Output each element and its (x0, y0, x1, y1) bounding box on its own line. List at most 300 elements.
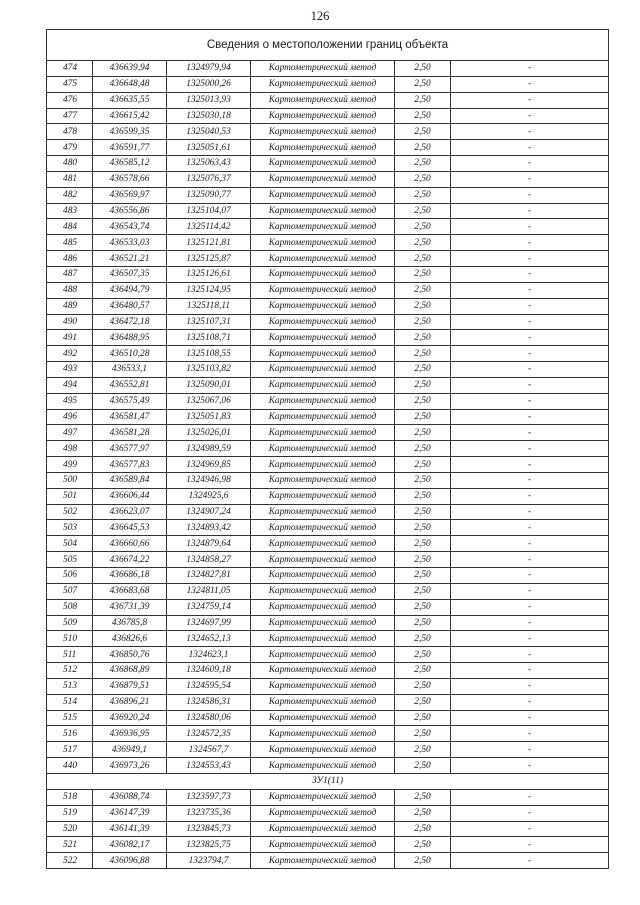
cell-description: - (451, 853, 609, 869)
cell-accuracy: 2,50 (395, 251, 451, 267)
table-row (47, 504, 609, 520)
cell-method: Картометрический метод (251, 140, 395, 156)
cell-description: - (451, 92, 609, 108)
cell-method: Картометрический метод (251, 821, 395, 837)
cell-accuracy: 2,50 (395, 504, 451, 520)
cell-coord-x: 436606,44 (93, 488, 167, 504)
cell-description: - (451, 583, 609, 599)
cell-accuracy: 2,50 (395, 298, 451, 314)
cell-description: - (451, 552, 609, 568)
cell-coord-x: 436949,1 (93, 742, 167, 758)
cell-coord-x: 436521,21 (93, 251, 167, 267)
cell-point-number: 508 (47, 599, 93, 615)
cell-method: Картометрический метод (251, 710, 395, 726)
cell-description: - (451, 631, 609, 647)
cell-coord-y: 1324946,98 (167, 472, 251, 488)
cell-accuracy: 2,50 (395, 520, 451, 536)
cell-coord-y: 1325063,43 (167, 156, 251, 172)
cell-coord-y: 1325121,81 (167, 235, 251, 251)
cell-coord-y: 1324567,7 (167, 742, 251, 758)
cell-method: Картометрический метод (251, 425, 395, 441)
cell-point-number: 479 (47, 140, 93, 156)
cell-point-number: 499 (47, 457, 93, 473)
cell-method: Картометрический метод (251, 726, 395, 742)
cell-method: Картометрический метод (251, 742, 395, 758)
table-row (47, 568, 609, 584)
table-row (47, 583, 609, 599)
cell-point-number: 517 (47, 742, 93, 758)
cell-point-number: 494 (47, 377, 93, 393)
cell-point-number: 482 (47, 187, 93, 203)
cell-method: Картометрический метод (251, 61, 395, 77)
cell-coord-y: 1325051,83 (167, 409, 251, 425)
cell-method: Картометрический метод (251, 568, 395, 584)
cell-accuracy: 2,50 (395, 789, 451, 805)
cell-description: - (451, 457, 609, 473)
cell-description: - (451, 330, 609, 346)
cell-coord-x: 436581,28 (93, 425, 167, 441)
cell-coord-y: 1324580,06 (167, 710, 251, 726)
cell-coord-y: 1324858,27 (167, 552, 251, 568)
cell-accuracy: 2,50 (395, 187, 451, 203)
cell-coord-y: 1325090,01 (167, 377, 251, 393)
cell-coord-x: 436507,35 (93, 266, 167, 282)
cell-coord-x: 436585,12 (93, 156, 167, 172)
cell-coord-y: 1325051,61 (167, 140, 251, 156)
cell-description: - (451, 805, 609, 821)
cell-accuracy: 2,50 (395, 377, 451, 393)
cell-point-number: 509 (47, 615, 93, 631)
cell-point-number: 516 (47, 726, 93, 742)
cell-point-number: 497 (47, 425, 93, 441)
cell-accuracy: 2,50 (395, 266, 451, 282)
cell-coord-x: 436556,86 (93, 203, 167, 219)
cell-method: Картометрический метод (251, 187, 395, 203)
cell-coord-y: 1324586,31 (167, 694, 251, 710)
table-row (47, 726, 609, 742)
table-row (47, 742, 609, 758)
cell-method: Картометрический метод (251, 583, 395, 599)
table-row (47, 758, 609, 774)
cell-point-number: 522 (47, 853, 93, 869)
table-row (47, 61, 609, 77)
cell-accuracy: 2,50 (395, 726, 451, 742)
cell-description: - (451, 821, 609, 837)
cell-accuracy: 2,50 (395, 742, 451, 758)
cell-method: Картометрический метод (251, 488, 395, 504)
cell-method: Картометрический метод (251, 504, 395, 520)
cell-coord-y: 1325108,71 (167, 330, 251, 346)
cell-method: Картометрический метод (251, 647, 395, 663)
cell-coord-x: 436569,97 (93, 187, 167, 203)
table-row (47, 314, 609, 330)
cell-method: Картометрический метод (251, 457, 395, 473)
cell-method: Картометрический метод (251, 92, 395, 108)
cell-accuracy: 2,50 (395, 171, 451, 187)
cell-coord-x: 436510,28 (93, 346, 167, 362)
cell-accuracy: 2,50 (395, 393, 451, 409)
table-row (47, 710, 609, 726)
cell-coord-y: 1325076,37 (167, 171, 251, 187)
cell-method: Картометрический метод (251, 108, 395, 124)
cell-coord-x: 436683,68 (93, 583, 167, 599)
cell-accuracy: 2,50 (395, 837, 451, 853)
cell-point-number: 484 (47, 219, 93, 235)
table-row (47, 156, 609, 172)
table-row (47, 552, 609, 568)
cell-description: - (451, 520, 609, 536)
cell-description: - (451, 266, 609, 282)
cell-point-number: 501 (47, 488, 93, 504)
cell-accuracy: 2,50 (395, 821, 451, 837)
cell-accuracy: 2,50 (395, 488, 451, 504)
table-caption-row (47, 30, 609, 61)
cell-method: Картометрический метод (251, 346, 395, 362)
table-row (47, 92, 609, 108)
cell-accuracy: 2,50 (395, 425, 451, 441)
cell-description: - (451, 219, 609, 235)
cell-coord-x: 436648,48 (93, 76, 167, 92)
table-row (47, 108, 609, 124)
cell-description: - (451, 837, 609, 853)
cell-method: Картометрический метод (251, 536, 395, 552)
cell-coord-y: 1325118,11 (167, 298, 251, 314)
table-row (47, 805, 609, 821)
table-row (47, 187, 609, 203)
cell-coord-y: 1324759,14 (167, 599, 251, 615)
cell-point-number: 480 (47, 156, 93, 172)
cell-method: Картометрический метод (251, 266, 395, 282)
cell-method: Картометрический метод (251, 219, 395, 235)
table-row (47, 694, 609, 710)
cell-description: - (451, 377, 609, 393)
cell-method: Картометрический метод (251, 377, 395, 393)
cell-point-number: 493 (47, 362, 93, 378)
cell-method: Картометрический метод (251, 282, 395, 298)
cell-coord-x: 436920,24 (93, 710, 167, 726)
cell-description: - (451, 536, 609, 552)
cell-description: - (451, 678, 609, 694)
table-row (47, 821, 609, 837)
cell-description: - (451, 663, 609, 679)
cell-coord-y: 1324553,43 (167, 758, 251, 774)
cell-description: - (451, 108, 609, 124)
table-row (47, 409, 609, 425)
cell-point-number: 496 (47, 409, 93, 425)
cell-accuracy: 2,50 (395, 441, 451, 457)
cell-point-number: 477 (47, 108, 93, 124)
table-row (47, 425, 609, 441)
boundary-coordinates-table (46, 29, 609, 869)
table-row (47, 789, 609, 805)
cell-coord-x: 436868,89 (93, 663, 167, 679)
cell-accuracy: 2,50 (395, 76, 451, 92)
cell-coord-y: 1324595,54 (167, 678, 251, 694)
cell-method: Картометрический метод (251, 837, 395, 853)
table-row (47, 393, 609, 409)
cell-accuracy: 2,50 (395, 457, 451, 473)
cell-point-number: 492 (47, 346, 93, 362)
cell-point-number: 486 (47, 251, 93, 267)
cell-method: Картометрический метод (251, 235, 395, 251)
cell-accuracy: 2,50 (395, 552, 451, 568)
cell-accuracy: 2,50 (395, 615, 451, 631)
cell-accuracy: 2,50 (395, 663, 451, 679)
cell-coord-x: 436686,18 (93, 568, 167, 584)
cell-coord-y: 1323597,73 (167, 789, 251, 805)
cell-method: Картометрический метод (251, 678, 395, 694)
cell-point-number: 481 (47, 171, 93, 187)
table-row (47, 615, 609, 631)
cell-accuracy: 2,50 (395, 583, 451, 599)
cell-description: - (451, 789, 609, 805)
cell-description: - (451, 171, 609, 187)
table-row (47, 171, 609, 187)
cell-description: - (451, 298, 609, 314)
cell-accuracy: 2,50 (395, 805, 451, 821)
cell-method: Картометрический метод (251, 409, 395, 425)
table-row (47, 520, 609, 536)
cell-coord-y: 1325107,31 (167, 314, 251, 330)
cell-coord-y: 1325000,26 (167, 76, 251, 92)
cell-coord-y: 1324879,64 (167, 536, 251, 552)
cell-accuracy: 2,50 (395, 631, 451, 647)
cell-description: - (451, 393, 609, 409)
cell-point-number: 519 (47, 805, 93, 821)
cell-point-number: 511 (47, 647, 93, 663)
cell-point-number: 440 (47, 758, 93, 774)
cell-coord-y: 1324652,13 (167, 631, 251, 647)
cell-point-number: 483 (47, 203, 93, 219)
table-row (47, 441, 609, 457)
cell-description: - (451, 61, 609, 77)
section-row (47, 773, 609, 789)
cell-coord-y: 1324989,59 (167, 441, 251, 457)
cell-description: - (451, 568, 609, 584)
cell-accuracy: 2,50 (395, 140, 451, 156)
cell-accuracy: 2,50 (395, 156, 451, 172)
cell-accuracy: 2,50 (395, 647, 451, 663)
cell-description: - (451, 742, 609, 758)
cell-coord-y: 1325126,61 (167, 266, 251, 282)
cell-accuracy: 2,50 (395, 472, 451, 488)
cell-accuracy: 2,50 (395, 710, 451, 726)
cell-accuracy: 2,50 (395, 409, 451, 425)
cell-method: Картометрический метод (251, 393, 395, 409)
table-row (47, 362, 609, 378)
cell-method: Картометрический метод (251, 552, 395, 568)
table-row (47, 536, 609, 552)
cell-coord-y: 1323735,36 (167, 805, 251, 821)
cell-point-number: 488 (47, 282, 93, 298)
cell-description: - (451, 187, 609, 203)
cell-method: Картометрический метод (251, 330, 395, 346)
cell-point-number: 478 (47, 124, 93, 140)
cell-accuracy: 2,50 (395, 678, 451, 694)
cell-coord-x: 436589,84 (93, 472, 167, 488)
cell-point-number: 495 (47, 393, 93, 409)
cell-coord-x: 436088,74 (93, 789, 167, 805)
cell-coord-x: 436635,55 (93, 92, 167, 108)
cell-method: Картометрический метод (251, 441, 395, 457)
cell-coord-y: 1325090,77 (167, 187, 251, 203)
cell-coord-x: 436936,95 (93, 726, 167, 742)
cell-point-number: 503 (47, 520, 93, 536)
cell-method: Картометрический метод (251, 362, 395, 378)
cell-point-number: 513 (47, 678, 93, 694)
cell-point-number: 487 (47, 266, 93, 282)
cell-description: - (451, 726, 609, 742)
cell-coord-x: 436082,17 (93, 837, 167, 853)
cell-coord-y: 1325013,93 (167, 92, 251, 108)
cell-coord-x: 436533,03 (93, 235, 167, 251)
cell-method: Картометрический метод (251, 615, 395, 631)
cell-description: - (451, 710, 609, 726)
cell-coord-x: 436973,26 (93, 758, 167, 774)
cell-accuracy: 2,50 (395, 235, 451, 251)
cell-description: - (451, 124, 609, 140)
table-row (47, 219, 609, 235)
cell-method: Картометрический метод (251, 805, 395, 821)
cell-accuracy: 2,50 (395, 568, 451, 584)
cell-description: - (451, 599, 609, 615)
cell-coord-y: 1324979,94 (167, 61, 251, 77)
cell-coord-y: 1325026,01 (167, 425, 251, 441)
cell-coord-y: 1325040,53 (167, 124, 251, 140)
cell-accuracy: 2,50 (395, 108, 451, 124)
cell-point-number: 520 (47, 821, 93, 837)
cell-point-number: 505 (47, 552, 93, 568)
table-row (47, 377, 609, 393)
cell-method: Картометрический метод (251, 472, 395, 488)
cell-coord-x: 436731,39 (93, 599, 167, 615)
cell-coord-y: 1325104,07 (167, 203, 251, 219)
cell-point-number: 512 (47, 663, 93, 679)
cell-coord-x: 436577,97 (93, 441, 167, 457)
cell-method: Картометрический метод (251, 694, 395, 710)
cell-description: - (451, 694, 609, 710)
cell-description: - (451, 251, 609, 267)
cell-method: Картометрический метод (251, 124, 395, 140)
cell-coord-x: 436552,81 (93, 377, 167, 393)
page-number: 126 (310, 9, 330, 23)
cell-coord-y: 1325103,82 (167, 362, 251, 378)
cell-coord-y: 1324609,18 (167, 663, 251, 679)
cell-description: - (451, 346, 609, 362)
cell-description: - (451, 156, 609, 172)
cell-coord-y: 1324969,85 (167, 457, 251, 473)
cell-point-number: 490 (47, 314, 93, 330)
cell-coord-x: 436494,79 (93, 282, 167, 298)
cell-coord-y: 1324925,6 (167, 488, 251, 504)
cell-coord-x: 436147,39 (93, 805, 167, 821)
cell-coord-x: 436896,21 (93, 694, 167, 710)
cell-accuracy: 2,50 (395, 92, 451, 108)
cell-coord-y: 1324623,1 (167, 647, 251, 663)
table-row (47, 457, 609, 473)
cell-method: Картометрический метод (251, 156, 395, 172)
table-row (47, 472, 609, 488)
table-row (47, 647, 609, 663)
cell-coord-y: 1324907,24 (167, 504, 251, 520)
cell-description: - (451, 314, 609, 330)
cell-method: Картометрический метод (251, 76, 395, 92)
cell-coord-x: 436879,51 (93, 678, 167, 694)
cell-coord-x: 436645,53 (93, 520, 167, 536)
cell-point-number: 510 (47, 631, 93, 647)
cell-coord-x: 436543,74 (93, 219, 167, 235)
cell-description: - (451, 76, 609, 92)
cell-accuracy: 2,50 (395, 536, 451, 552)
cell-point-number: 502 (47, 504, 93, 520)
cell-coord-y: 1324893,42 (167, 520, 251, 536)
cell-point-number: 500 (47, 472, 93, 488)
cell-coord-x: 436850,76 (93, 647, 167, 663)
cell-coord-x: 436660,66 (93, 536, 167, 552)
cell-description: - (451, 504, 609, 520)
cell-coord-y: 1323825,75 (167, 837, 251, 853)
cell-accuracy: 2,50 (395, 694, 451, 710)
cell-point-number: 521 (47, 837, 93, 853)
table-row (47, 631, 609, 647)
cell-description: - (451, 488, 609, 504)
cell-method: Картометрический метод (251, 298, 395, 314)
cell-accuracy: 2,50 (395, 61, 451, 77)
cell-method: Картометрический метод (251, 203, 395, 219)
cell-method: Картометрический метод (251, 171, 395, 187)
cell-method: Картометрический метод (251, 663, 395, 679)
cell-coord-x: 436623,07 (93, 504, 167, 520)
cell-point-number: 515 (47, 710, 93, 726)
cell-description: - (451, 409, 609, 425)
cell-coord-y: 1325067,06 (167, 393, 251, 409)
table-row (47, 663, 609, 679)
cell-point-number: 514 (47, 694, 93, 710)
cell-coord-y: 1323794,7 (167, 853, 251, 869)
cell-accuracy: 2,50 (395, 219, 451, 235)
cell-method: Картометрический метод (251, 314, 395, 330)
section-label: ЗУ1(11) (47, 773, 609, 789)
table-row (47, 853, 609, 869)
cell-coord-y: 1323845,73 (167, 821, 251, 837)
cell-point-number: 474 (47, 61, 93, 77)
cell-coord-x: 436639,94 (93, 61, 167, 77)
cell-point-number: 507 (47, 583, 93, 599)
cell-coord-y: 1324697,99 (167, 615, 251, 631)
cell-accuracy: 2,50 (395, 362, 451, 378)
cell-point-number: 475 (47, 76, 93, 92)
cell-coord-x: 436578,66 (93, 171, 167, 187)
table-row (47, 203, 609, 219)
cell-coord-y: 1325030,18 (167, 108, 251, 124)
cell-accuracy: 2,50 (395, 314, 451, 330)
cell-coord-x: 436599,35 (93, 124, 167, 140)
cell-coord-y: 1325108,55 (167, 346, 251, 362)
cell-coord-x: 436488,95 (93, 330, 167, 346)
cell-coord-x: 436480,57 (93, 298, 167, 314)
table-row (47, 124, 609, 140)
cell-description: - (451, 362, 609, 378)
cell-description: - (451, 758, 609, 774)
cell-coord-x: 436141,39 (93, 821, 167, 837)
table-row (47, 266, 609, 282)
cell-method: Картометрический метод (251, 789, 395, 805)
cell-coord-y: 1325114,42 (167, 219, 251, 235)
cell-method: Картометрический метод (251, 758, 395, 774)
table-row (47, 346, 609, 362)
cell-coord-x: 436591,77 (93, 140, 167, 156)
cell-accuracy: 2,50 (395, 346, 451, 362)
